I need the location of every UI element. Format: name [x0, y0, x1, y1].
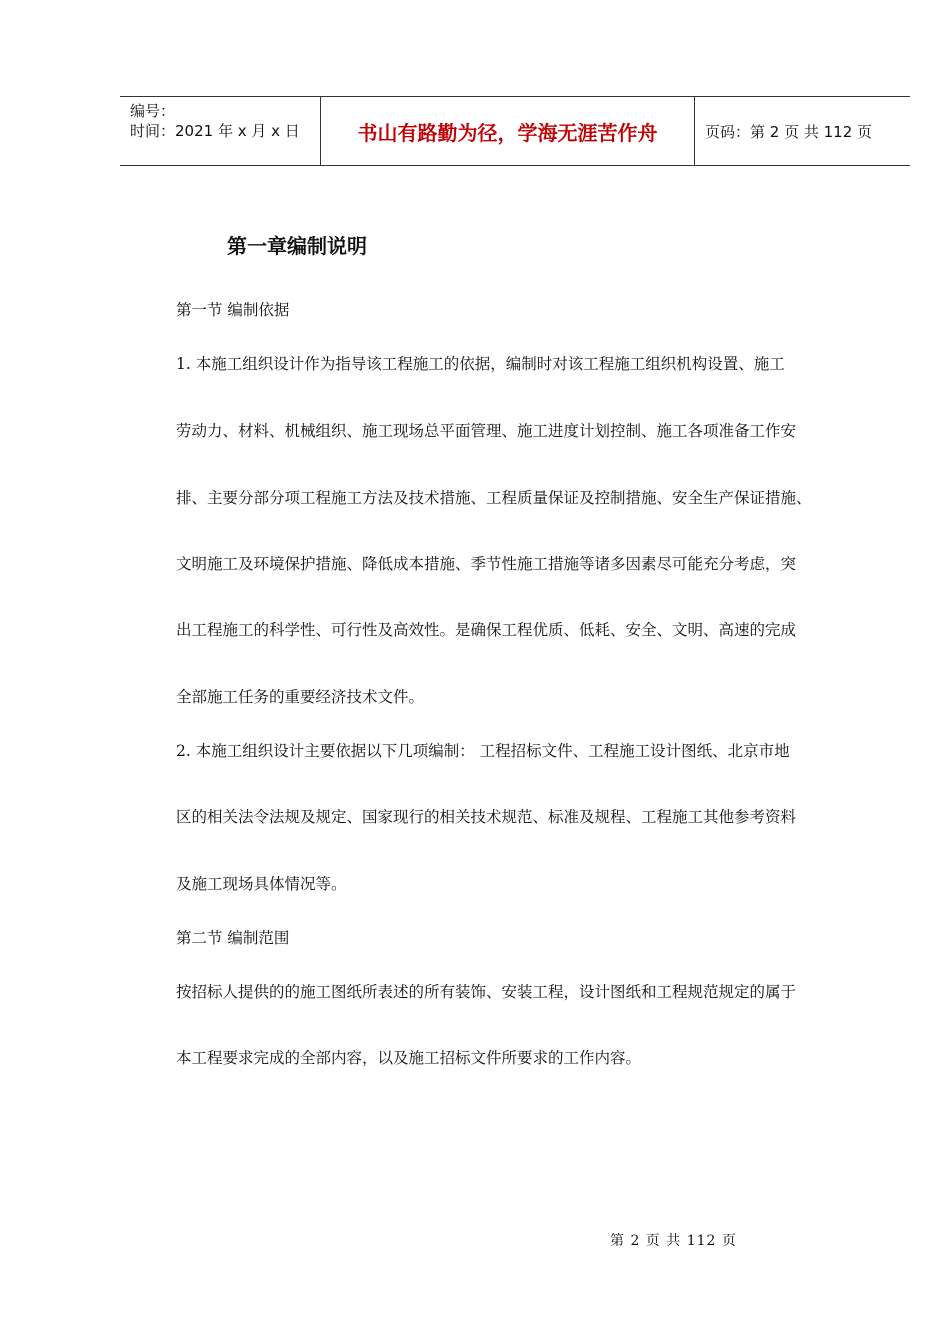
section-heading: 第二节 编制范围: [176, 929, 290, 947]
body-line: 按招标人提供的的施工图纸所表述的所有装饰、安装工程，设计图纸和工程规范规定的属于: [176, 983, 797, 1001]
header-page-info: 页码：第 2 页 共 112 页: [705, 122, 873, 141]
document-time: 时间：2021 年 x 月 x 日: [130, 122, 300, 140]
header-page-cell: [695, 97, 910, 165]
body-line: 2. 本施工组织设计主要依据以下几项编制： 工程招标文件、工程施工设计图纸、北京市地: [176, 742, 790, 760]
header-meta-cell: [120, 97, 321, 165]
body-line: 出工程施工的科学性、可行性及高效性。是确保工程优质、低耗、安全、文明、高速的完成: [176, 621, 797, 639]
body-line: 及施工现场具体情况等。: [176, 875, 347, 893]
header-motto-cell: [321, 97, 695, 165]
body-line: 本工程要求完成的全部内容，以及施工招标文件所要求的工作内容。: [176, 1049, 642, 1067]
body-line: 劳动力、材料、机械组织、施工现场总平面管理、施工进度计划控制、施工各项准备工作安: [176, 422, 797, 440]
body-line: 全部施工任务的重要经济技术文件。: [176, 688, 425, 706]
body-line: 文明施工及环境保护措施、降低成本措施、季节性施工措施等诸多因素尽可能充分考虑，突: [176, 555, 797, 573]
chapter-title: 第一章编制说明: [227, 234, 367, 258]
body-line: 排、主要分部分项工程施工方法及技术措施、工程质量保证及控制措施、安全生产保证措施、: [176, 489, 812, 507]
body-line: 1. 本施工组织设计作为指导该工程施工的依据，编制时对该工程施工组织机构设置、施工: [176, 355, 785, 373]
section-heading: 第一节 编制依据: [176, 301, 290, 319]
footer-page-number: 第 2 页 共 112 页: [610, 1233, 737, 1249]
page-header: [120, 96, 910, 166]
header-motto: 书山有路勤为径，学海无涯苦作舟: [357, 120, 658, 145]
body-line: 区的相关法令法规及规定、国家现行的相关技术规范、标准及规程、工程施工其他参考资料: [176, 808, 797, 826]
document-number-label: 编号：: [130, 102, 176, 120]
